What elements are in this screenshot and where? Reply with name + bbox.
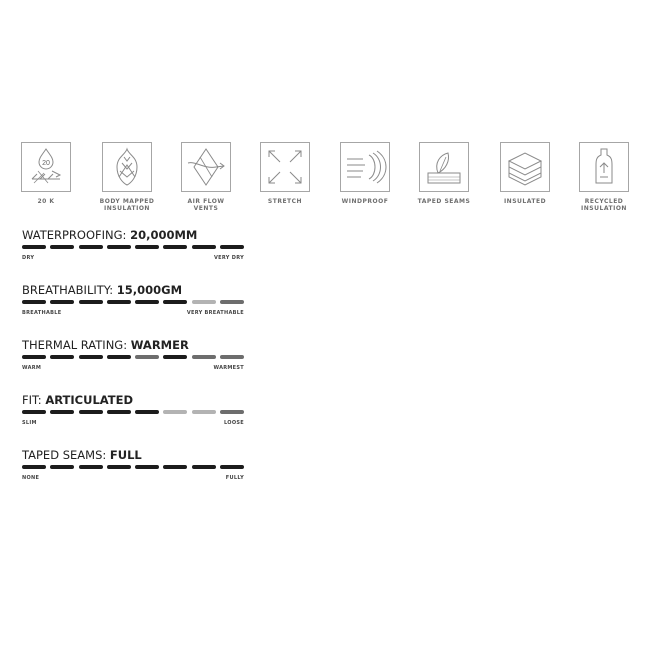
rating-segment-dark [22, 245, 46, 249]
rating-segment-dark [22, 300, 46, 304]
rating-value: ARTICULATED [45, 393, 134, 407]
rating-segment-dark [163, 465, 187, 469]
rating-low-label: BREATHABLE [22, 310, 62, 316]
rating-low-label: DRY [22, 255, 35, 261]
rating-segment-dark [135, 300, 159, 304]
rating-name: THERMAL RATING: [22, 338, 131, 352]
rating-segment-light [163, 410, 187, 414]
rating-segment-dark [163, 245, 187, 249]
rating-waterproofing [22, 228, 244, 283]
rating-bar [22, 465, 244, 469]
rating-low-label: WARM [22, 365, 42, 371]
rating-high-label: FULLY [225, 475, 244, 481]
rating-segment-dark [135, 410, 159, 414]
rating-title [22, 338, 244, 352]
waterproof-20k-icon [21, 142, 71, 192]
rating-segment-dark [107, 245, 131, 249]
rating-segment-light [192, 410, 216, 414]
rating-bar [22, 300, 244, 304]
body-mapped-insulation-icon [102, 142, 152, 192]
rating-segment-dark [79, 410, 103, 414]
rating-segment-dark [22, 410, 46, 414]
rating-fit [22, 393, 244, 448]
rating-name: WATERPROOFING: [22, 228, 131, 242]
feature-label: TAPED SEAMS [417, 198, 471, 205]
rating-segment-dark [220, 245, 244, 249]
rating-segment-light [192, 300, 216, 304]
rating-segment-dark [220, 465, 244, 469]
rating-low-label: NONE [22, 475, 40, 481]
rating-high-label: VERY BREATHABLE [186, 310, 244, 316]
insulated-icon [500, 142, 550, 192]
feature-label: 20 K [37, 198, 55, 205]
rating-segment-dark [135, 245, 159, 249]
rating-title [22, 393, 244, 407]
rating-bar [22, 355, 244, 359]
rating-name: FIT: [22, 393, 46, 407]
rating-segment-mid [220, 410, 244, 414]
rating-segment-dark [107, 465, 131, 469]
recycled-insulation-icon [579, 142, 629, 192]
rating-value: FULL [109, 448, 142, 462]
rating-segment-dark [135, 465, 159, 469]
taped-seams-icon [419, 142, 469, 192]
stretch-icon [260, 142, 310, 192]
rating-segment-dark [192, 465, 216, 469]
rating-title [22, 448, 244, 462]
rating-high-label: VERY DRY [214, 255, 244, 261]
rating-segment-dark [79, 465, 103, 469]
rating-segment-dark [50, 300, 74, 304]
windproof-icon [340, 142, 390, 192]
rating-value: WARMER [130, 338, 189, 352]
rating-segment-dark [50, 355, 74, 359]
rating-bar [22, 245, 244, 249]
rating-breathability [22, 283, 244, 338]
rating-name: BREATHABILITY: [22, 283, 117, 297]
rating-segment-dark [192, 245, 216, 249]
badge-20-text: 20 [42, 160, 50, 167]
rating-segment-dark [107, 355, 131, 359]
rating-thermal [22, 338, 244, 393]
rating-segment-dark [50, 245, 74, 249]
rating-segment-mid [192, 355, 216, 359]
rating-bar [22, 410, 244, 414]
feature-label: RECYCLED INSULATION [581, 198, 627, 212]
rating-title [22, 228, 244, 242]
rating-low-label: SLIM [22, 420, 37, 426]
feature-label: INSULATED [503, 198, 547, 205]
rating-segment-mid [220, 300, 244, 304]
rating-segment-dark [22, 355, 46, 359]
rating-name: TAPED SEAMS: [22, 448, 110, 462]
rating-taped-seams [22, 448, 244, 503]
rating-high-label: LOOSE [223, 420, 244, 426]
rating-segment-dark [79, 300, 103, 304]
rating-segment-dark [107, 410, 131, 414]
feature-icons-row [21, 142, 633, 217]
rating-segment-dark [79, 245, 103, 249]
feature-label: AIR FLOW VENTS [187, 198, 225, 212]
feature-label: STRETCH [267, 198, 303, 205]
rating-value: 20,000MM [130, 228, 198, 242]
rating-segment-dark [50, 410, 74, 414]
rating-segment-dark [79, 355, 103, 359]
rating-high-label: WARMEST [213, 365, 244, 371]
rating-segment-dark [50, 465, 74, 469]
rating-segment-dark [163, 355, 187, 359]
rating-segment-mid [220, 355, 244, 359]
rating-segment-dark [107, 300, 131, 304]
rating-title [22, 283, 244, 297]
ratings-list [22, 228, 244, 503]
rating-segment-dark [163, 300, 187, 304]
air-flow-vents-icon [181, 142, 231, 192]
rating-segment-dark [22, 465, 46, 469]
rating-value: 15,000GM [116, 283, 183, 297]
feature-label: BODY MAPPED INSULATION [99, 198, 155, 212]
feature-label: WINDPROOF [341, 198, 389, 205]
rating-segment-mid [135, 355, 159, 359]
